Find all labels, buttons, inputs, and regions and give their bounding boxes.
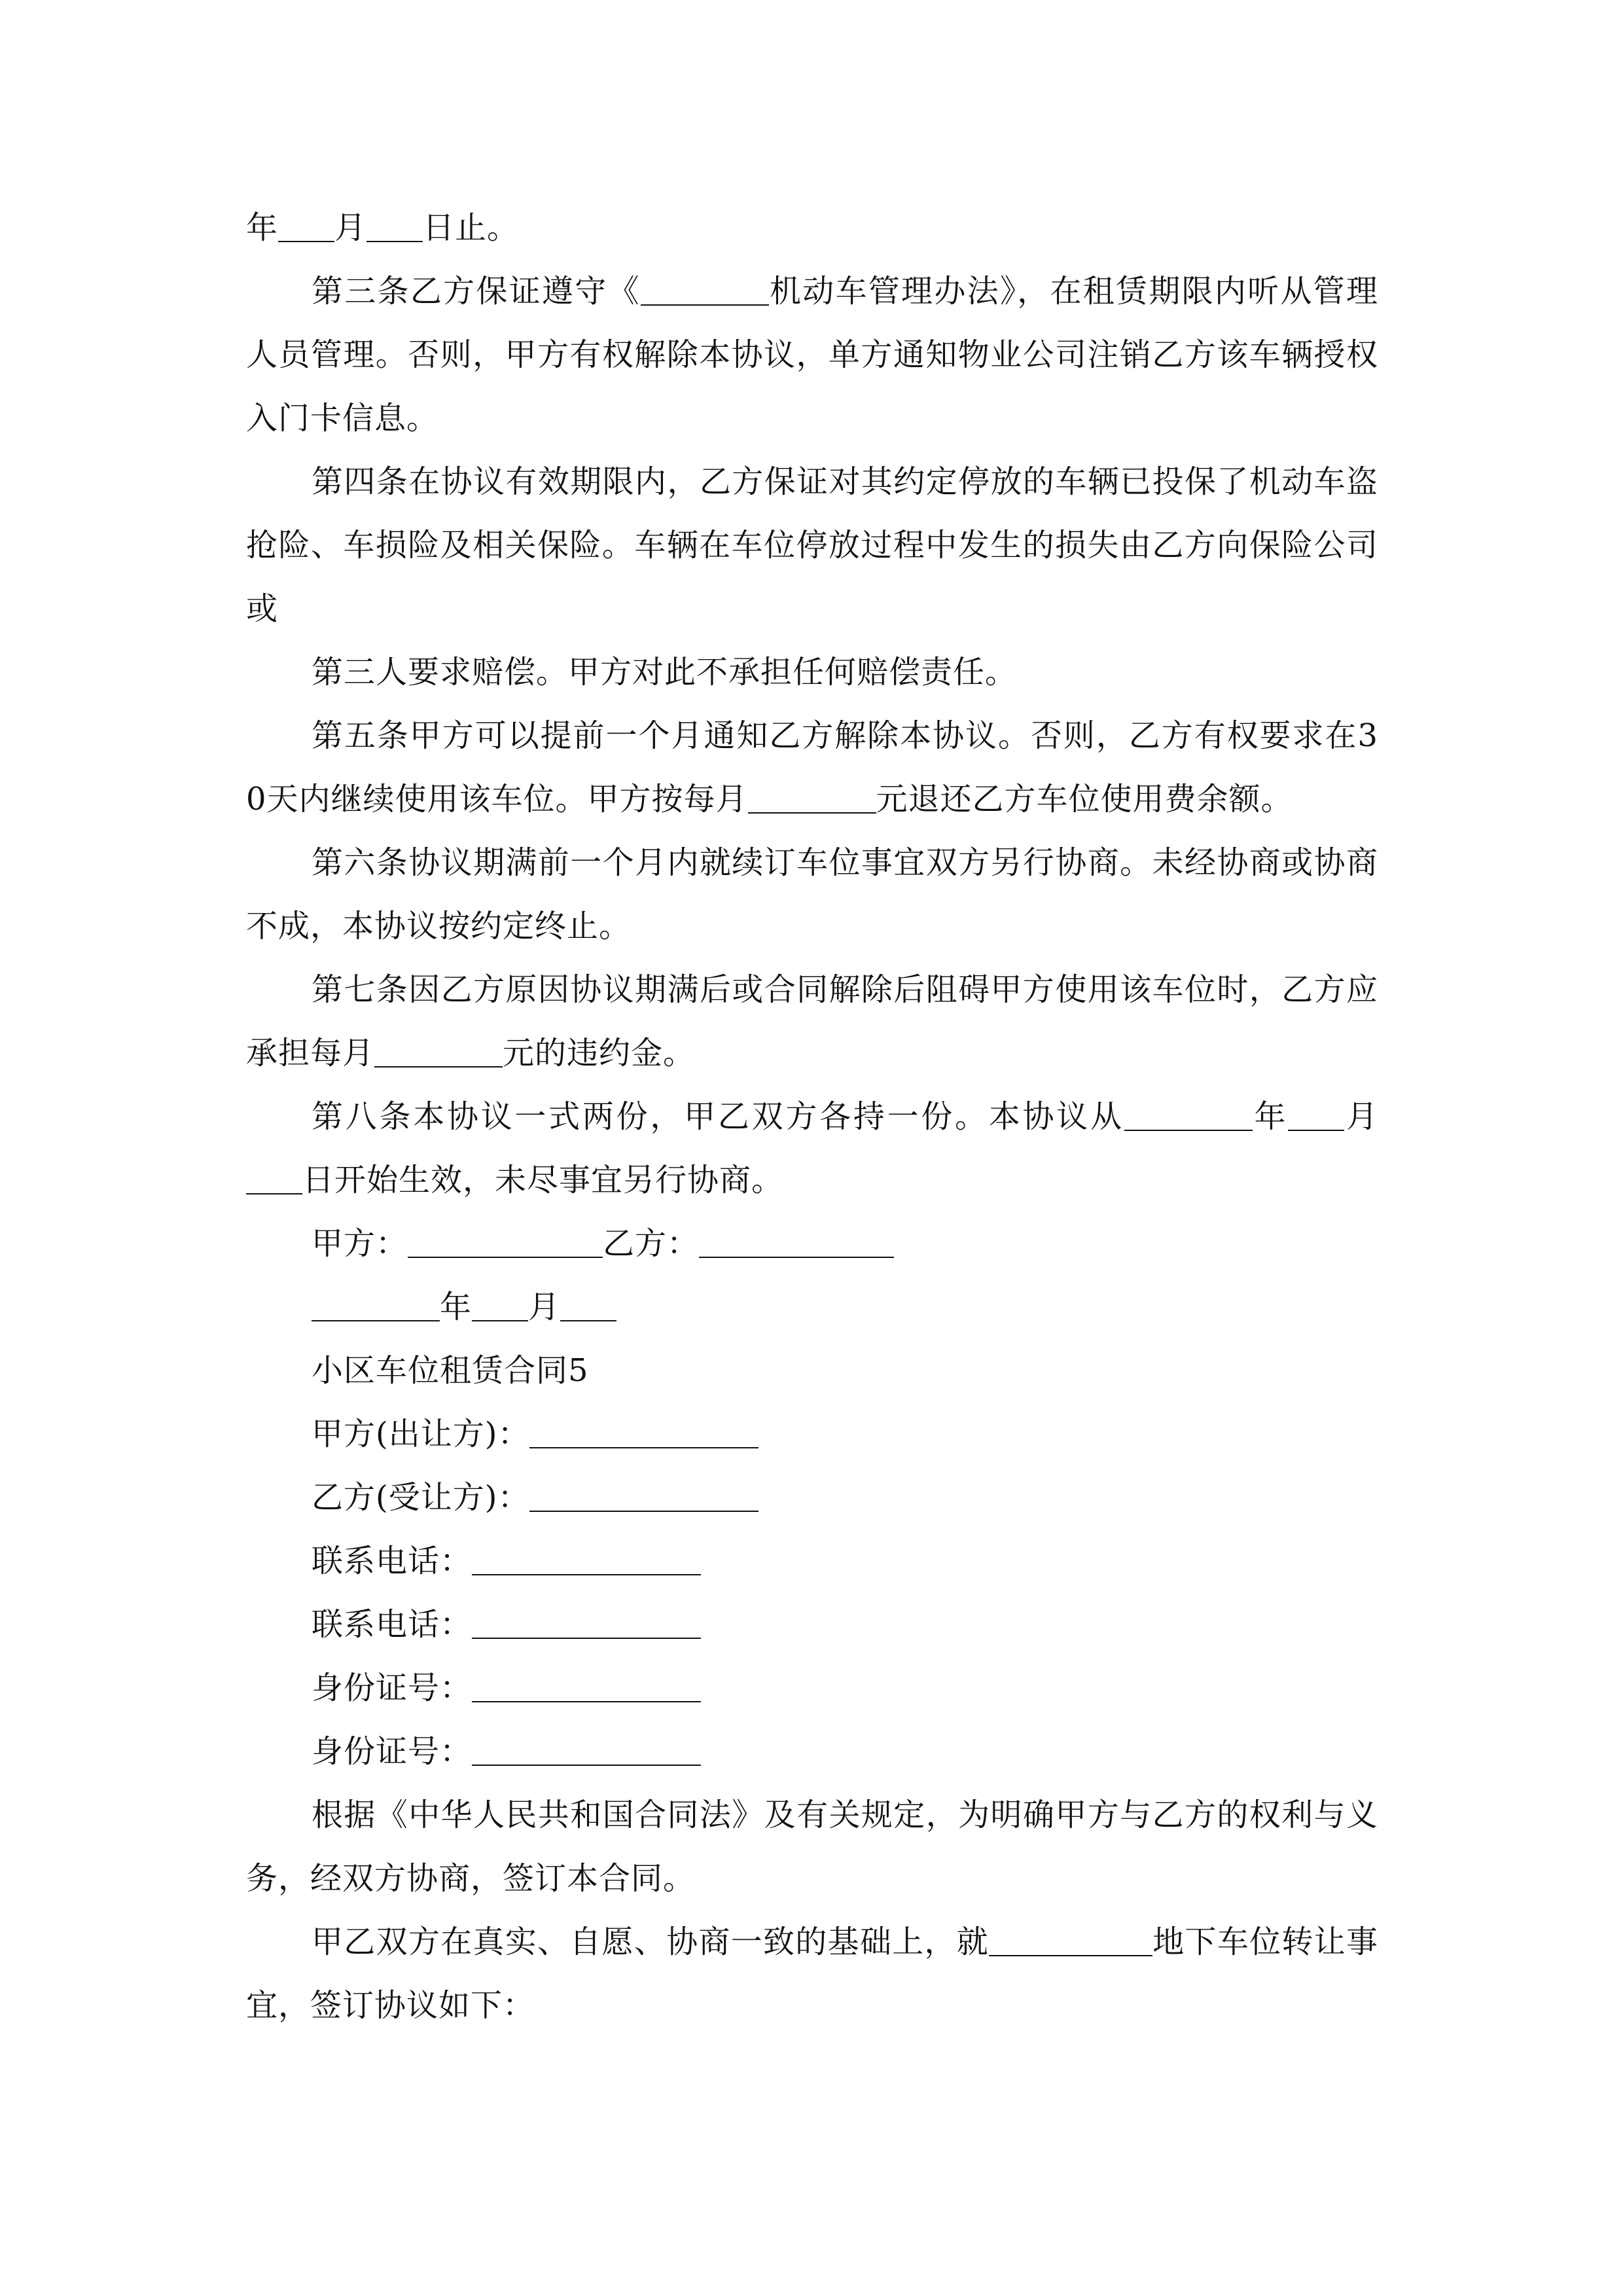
paragraph-agreement-intro [246,1910,1378,2037]
text: 乙方(受让方)： [312,1479,530,1516]
text: 第三条乙方保证遵守《 [312,273,641,310]
text: 月 [528,1289,561,1325]
contract-title: 小区车位租赁合同5 [312,1352,589,1389]
text: 第七条因乙方原因协议期满后或合同解除后阻碍甲方使用该车位时，乙方应承担每月 [246,971,1378,1071]
text: 元的违约金。 [503,1035,696,1071]
text: 年 [246,209,279,246]
document-body [246,196,1378,2037]
blank-line [560,1289,616,1321]
field-phone-2 [246,1593,1378,1657]
text: 甲方(出让方)： [312,1416,530,1452]
blank-line [1124,1098,1253,1131]
paragraph-third-party: 第三人要求赔偿。甲方对此不承担任何赔偿责任。 [312,654,1018,691]
paragraph-signatures [246,1212,1378,1276]
text: 乙方： [603,1225,700,1262]
field-id-2 [246,1720,1378,1784]
paragraph-legal-basis: 根据《中华人民共和国合同法》及有关规定，为明确甲方与乙方的权利与义务，经双方协商，签订本合同。 [246,1797,1378,1897]
text: 联系电话： [312,1606,473,1643]
paragraph-article-5 [246,704,1378,831]
blank-line [529,1479,758,1512]
field-party-b [246,1466,1378,1530]
blank-line [278,209,334,242]
paragraph-signature-date [246,1276,1378,1339]
text: 日止。 [423,209,520,246]
blank-line [472,1289,528,1321]
paragraph-article-4: 第四条在协议有效期限内，乙方保证对其约定停放的车辆已投保了机动车盗抢险、车损险及相关保险。车辆在车位停放过程中发生的损失由乙方向保险公司或 [246,463,1378,627]
text: 年 [440,1289,473,1325]
text: 联系电话： [312,1543,473,1579]
blank-line [366,209,423,242]
text: 甲方： [312,1225,408,1262]
blank-line [408,1225,603,1258]
text: 第五条甲方可以提前一个月通知乙方解除本协议。否则，乙方有权要求在30天内继续使用该车位。甲方按每月 [246,717,1378,817]
text: 月 [334,209,367,246]
text: 甲乙双方在真实、自愿、协商一致的基础上，就 [312,1924,989,1960]
blank-line [641,273,769,306]
text: 年 [1252,1098,1289,1135]
paragraph-date-end [246,196,1378,260]
blank-line [748,781,876,814]
text: 第八条本协议一式两份，甲乙双方各持一份。本协议从 [312,1098,1124,1135]
blank-line [472,1733,701,1766]
paragraph-article-7 [246,958,1378,1085]
blank-line [246,1162,302,1194]
field-phone-1 [246,1530,1378,1593]
field-id-1 [246,1657,1378,1720]
blank-line [374,1035,503,1067]
blank-line [1288,1098,1344,1131]
paragraph-article-8 [246,1085,1378,1212]
blank-line [472,1606,701,1639]
text: 日开始生效，未尽事宜另行协商。 [302,1162,784,1198]
field-party-a [246,1403,1378,1466]
text: 身份证号： [312,1733,473,1770]
paragraph-article-6: 第六条协议期满前一个月内就续订车位事宜双方另行协商。未经协商或协商不成，本协议按约定终止。 [246,844,1378,944]
blank-line [699,1225,894,1258]
text: 身份证号： [312,1670,473,1706]
blank-line [312,1289,440,1321]
text: 元退还乙方车位使用费余额。 [876,781,1293,817]
blank-line [529,1416,758,1448]
blank-line [989,1924,1152,1956]
blank-line [472,1670,701,1702]
blank-line [472,1543,701,1575]
paragraph-article-3 [246,260,1378,450]
text: 机动车管理办法》，在租赁期限内听从管理人员管理。否则，甲方有权解除本协议，单方通知物业公司注销乙方该车辆授权入门卡信息。 [246,273,1378,437]
text: 月 [1344,1098,1378,1135]
text: 地下车位转让事宜，签订协议如下： [246,1924,1378,2024]
